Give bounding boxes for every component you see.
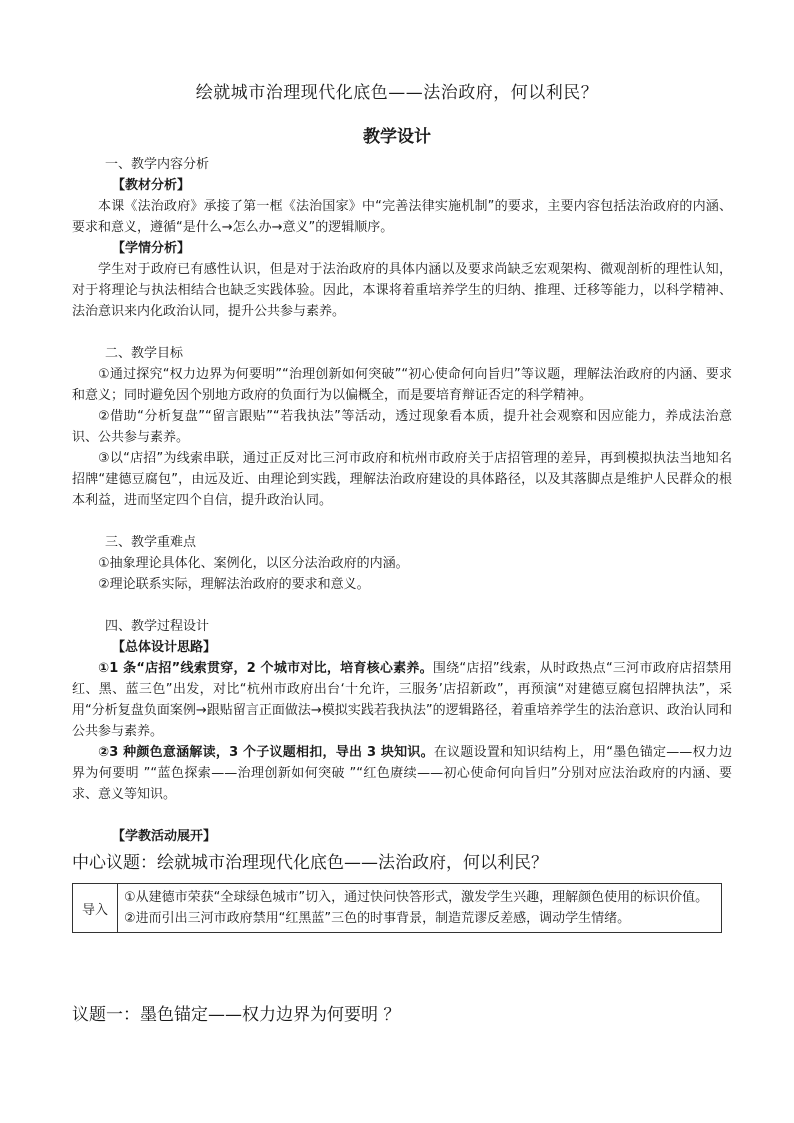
key-point-2: ②理论联系实际，理解法治政府的要求和意义。 <box>98 577 370 592</box>
intro-content <box>118 884 722 933</box>
design-idea-1 <box>72 658 732 742</box>
design-idea-2-text: 在议题设置和知识结构上，用“墨色锚定——权力边界为何要明 ”“蓝色探索——治理创新如何突破 ”“红色赓续——初心使命何向旨归”分别对应法治政府的内涵、要求、意义等知识。 <box>72 745 732 802</box>
intro-line-2: ②进而引出三河市政府禁用“红黑蓝”三色的时事背景，制造荒谬反差感，调动学生情绪。 <box>124 911 631 926</box>
design-idea-2 <box>72 742 732 805</box>
document-title: 绘就城市治理现代化底色——法治政府，何以利民？ <box>195 83 599 103</box>
spacer <box>72 511 732 532</box>
design-idea-1-lead: ①1 条“店招”线索贯穿，2 个城市对比，培育核心素养。 <box>98 661 433 676</box>
spacer <box>72 805 732 826</box>
intro-table <box>72 883 722 933</box>
section4-heading: 四、教学过程设计 <box>105 619 210 634</box>
section2-heading: 二、教学目标 <box>105 346 184 361</box>
section3-heading: 三、教学重难点 <box>105 535 197 550</box>
student-analysis-text: 学生对于政府已有感性认识，但是对于法治政府的具体内涵以及要求尚缺乏宏观架构、微观剖析的理性认知，对于将理论与执法相结合也缺乏实践体验。因此，本课将着重培养学生的归纳、推理、迁移等能力，以科学精神、法治意识来内化政治认同，提升公共参与素养。 <box>72 262 732 319</box>
document-subtitle: 教学设计 <box>363 127 431 147</box>
intro-line-1: ①从建德市荣获“全球绿色城市”切入，通过快问快答形式，激发学生兴趣，理解颜色使用的标识价值。 <box>124 890 709 905</box>
activity-heading: 【学教活动展开】 <box>112 829 217 844</box>
spacer <box>72 595 732 616</box>
overall-design-heading: 【总体设计思路】 <box>112 640 217 655</box>
design-idea-1-text: 围绕“店招”线索，从时政热点“三河市政府店招禁用红、黑、蓝三色”出发，对比“杭州市政府出台‘十允许，三服务’店招新政”，再预演“对建德豆腐包招牌执法”，采用“分析复盘负面案例→跟贴留言正面做法→模拟实践若我执法”的逻辑路径，着重培养学生的法治意识、政治认同和公共参与素养。 <box>72 661 732 739</box>
design-idea-2-lead: ②3 种颜色意涵解读，3 个子议题相扣，导出 3 块知识。 <box>98 745 434 760</box>
section1-heading: 一、教学内容分析 <box>105 157 210 172</box>
center-topic: 中心议题：绘就城市治理现代化底色——法治政府，何以利民？ <box>72 853 548 873</box>
textbook-analysis-heading: 【教材分析】 <box>112 178 191 193</box>
topic-one-heading: 议题一：墨色锚定——权力边界为何要明 ？ <box>72 1005 401 1025</box>
objective-1: ①通过探究“权力边界为何要明”“治理创新如何突破”“初心使命何向旨归”等议题，理解法治政府的内涵、要求和意义；同时避免因个别地方政府的负面行为以偏概全，而是要培育辩证否定的科学精神。 <box>72 367 732 403</box>
student-analysis-heading: 【学情分析】 <box>112 241 191 256</box>
teaching-design-body <box>72 154 732 847</box>
intro-label: 导入 <box>73 884 118 933</box>
key-point-1: ①抽象理论具体化、案例化，以区分法治政府的内涵。 <box>98 556 409 571</box>
objective-3: ③以“店招”为线索串联，通过正反对比三河市政府和杭州市政府关于店招管理的差异，再到模拟执法当地知名招牌“建德豆腐包”，由远及近、由理论到实践，理解法治政府建设的具体路径，以及其落脚点是维护人民群众的根本利益，进而坚定四个自信，提升政治认同。 <box>72 451 732 508</box>
spacer <box>72 322 732 343</box>
textbook-analysis-text: 本课《法治政府》承接了第一框《法治国家》中“完善法律实施机制”的要求，主要内容包括法治政府的内涵、要求和意义，遵循“是什么→怎么办→意义”的逻辑顺序。 <box>72 199 732 235</box>
intro-row <box>73 884 722 933</box>
objective-2: ②借助“分析复盘”“留言跟贴”“若我执法”等活动，透过现象看本质，提升社会观察和因应能力，养成法治意识、公共参与素养。 <box>72 409 732 445</box>
